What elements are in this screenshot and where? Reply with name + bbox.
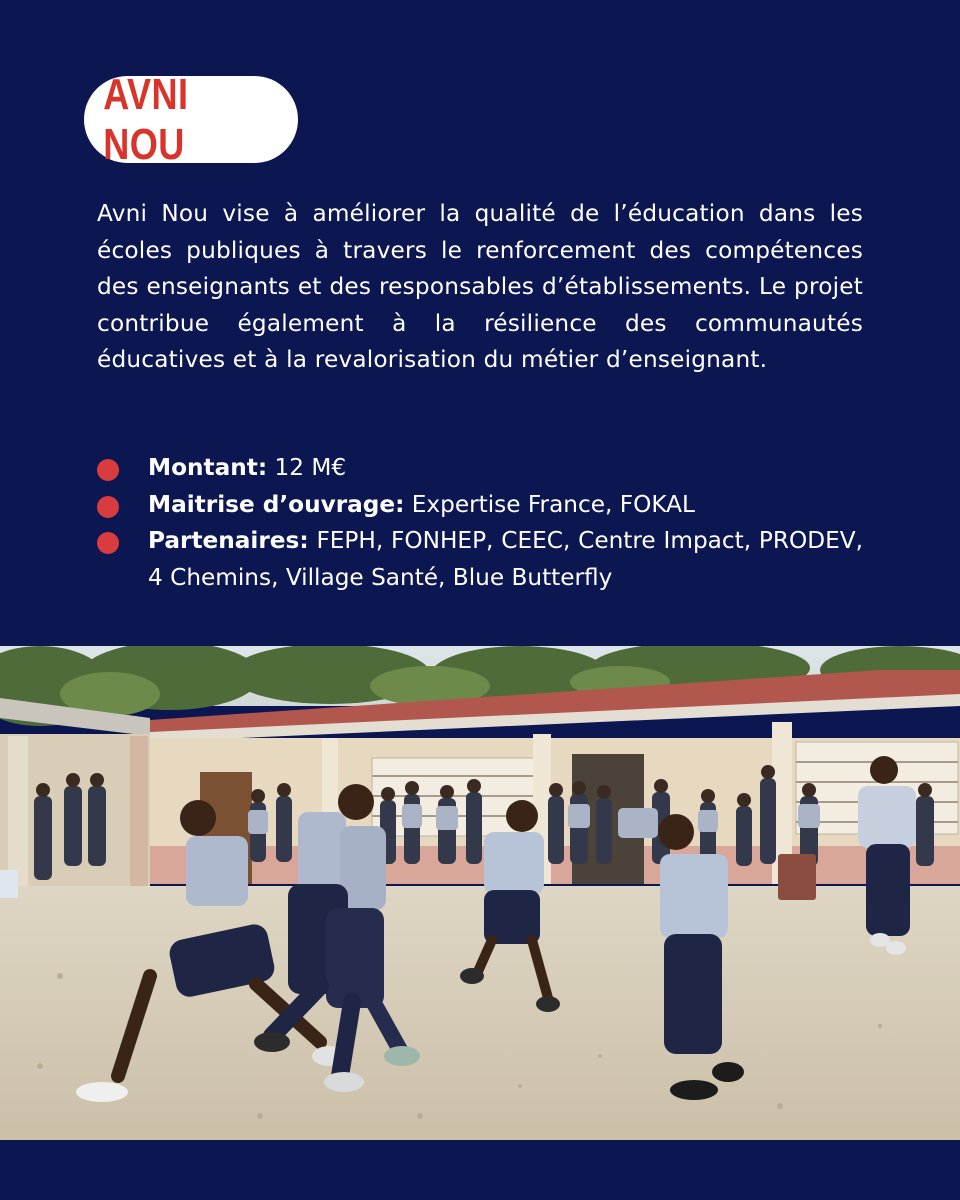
detail-owner-value: Expertise France, FOKAL bbox=[404, 490, 695, 518]
detail-owner bbox=[97, 487, 863, 524]
bullet-dot-icon bbox=[97, 532, 119, 554]
bullet-dot-icon bbox=[97, 496, 119, 518]
detail-partners-label: Partenaires: bbox=[148, 527, 309, 555]
detail-amount-value: 12 M€ bbox=[267, 454, 347, 481]
project-details-list bbox=[97, 450, 863, 596]
project-description: Avni Nou vise à améliorer la qualité de l’éducation dans les écoles publiques à travers le renforcement des compétences des enseignants et des responsables d’établissements. Le projet contribue également à la résilience des communautés éducatives et à la revalorisation du métier d’enseignant. bbox=[97, 200, 863, 374]
detail-owner-label: Maitrise d’ouvrage: bbox=[148, 490, 405, 518]
bullet-dot-icon bbox=[97, 459, 119, 481]
detail-amount-label: Montant: bbox=[148, 454, 268, 481]
school-photo bbox=[0, 646, 960, 1140]
detail-partners-value: FEPH, FONHEP, CEEC, Centre Impact, PRODEV, 4 Chemins, Village Santé, Blue Butterfly bbox=[148, 527, 863, 591]
title-badge-text: AVNI NOU bbox=[103, 69, 189, 169]
detail-amount bbox=[97, 450, 863, 487]
title-badge bbox=[84, 69, 298, 169]
detail-partners bbox=[97, 523, 863, 596]
school-photo-illustration bbox=[0, 646, 960, 1140]
